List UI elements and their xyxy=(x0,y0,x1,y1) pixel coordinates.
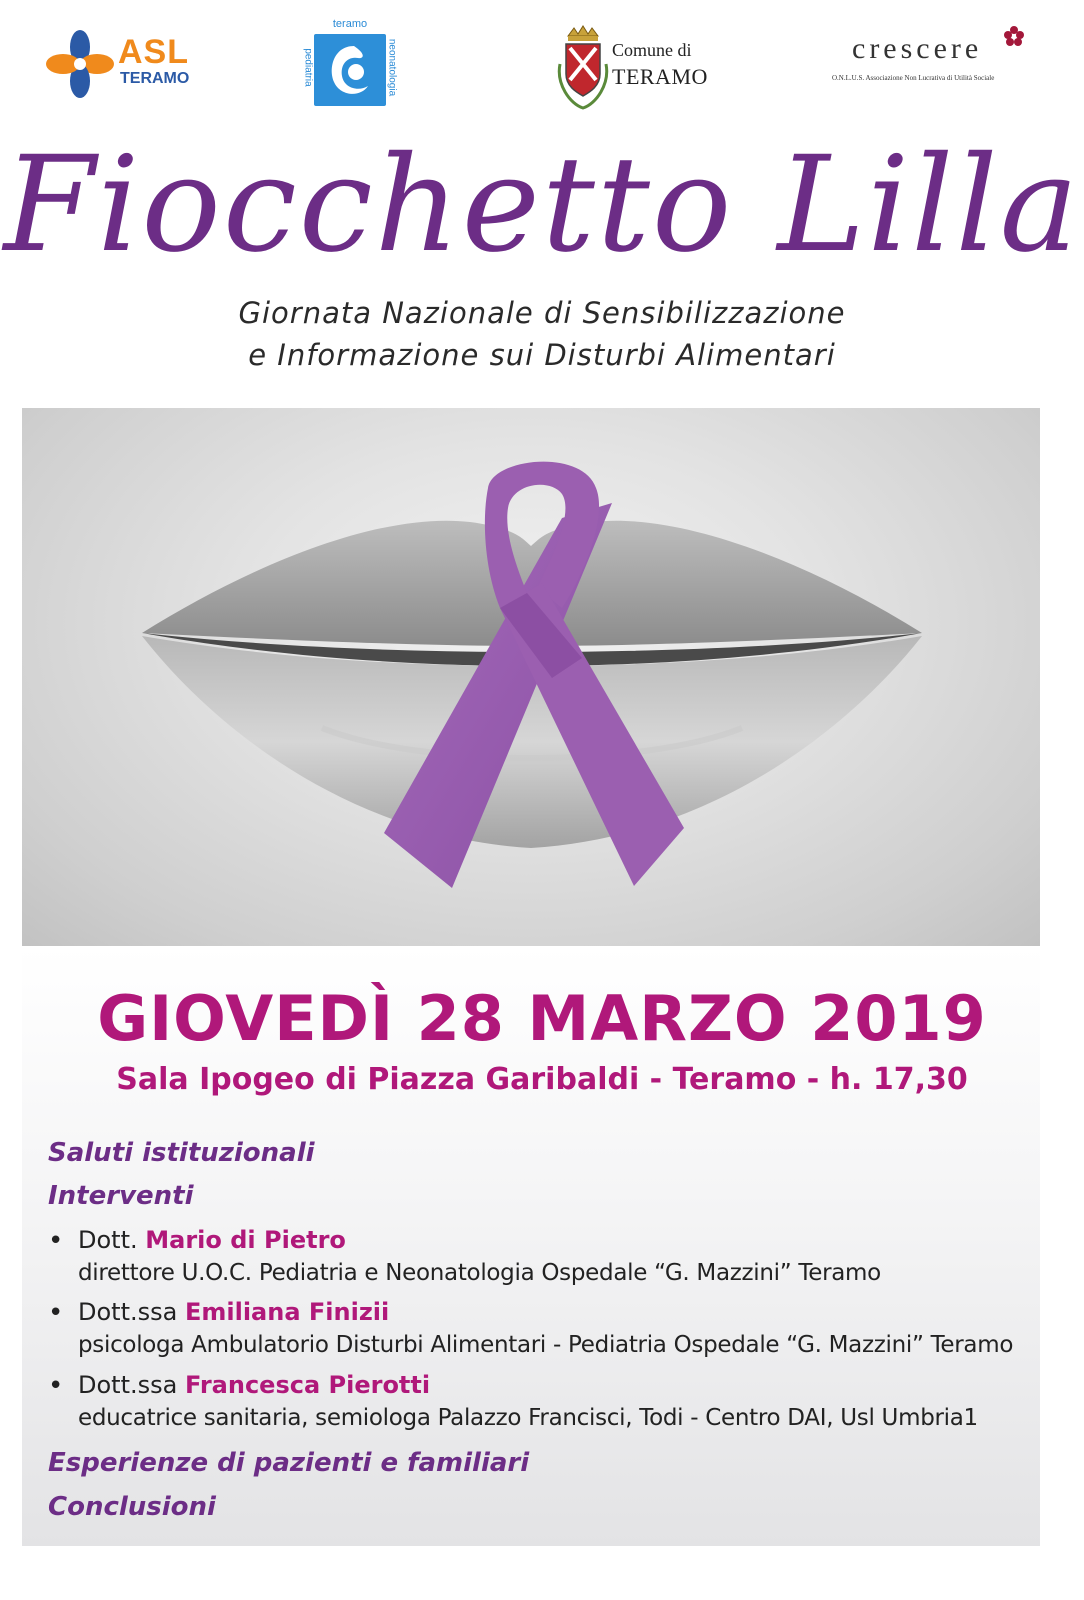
asl-city: TERAMO xyxy=(120,70,190,87)
speaker-name: Emiliana Finizii xyxy=(184,1298,390,1326)
subtitle-line-1: Giornata Nazionale di Sensibilizzazione xyxy=(238,296,846,330)
bullet: • xyxy=(48,1371,64,1401)
section-esperienze: Esperienze di pazienti e familiari xyxy=(48,1448,530,1478)
pediatria-logo-right-text: neonatologia xyxy=(386,38,398,97)
page-title: Fiocchetto Lilla xyxy=(3,128,1081,282)
event-place-time: Sala Ipogeo di Piazza Garibaldi - Teramo - h. 17,30 xyxy=(116,1062,968,1097)
bullet: • xyxy=(48,1298,64,1328)
speaker-role: direttore U.O.C. Pediatria e Neonatologia Ospedale “G. Mazzini” Teramo xyxy=(78,1260,881,1286)
speaker-role: educatrice sanitaria, semiologa Palazzo Francisci, Todi - Centro DAI, Usl Umbria1 xyxy=(78,1405,978,1431)
asl-teramo-logo xyxy=(44,28,204,104)
flower-icon xyxy=(1002,24,1026,48)
speaker-name: Mario di Pietro xyxy=(145,1226,346,1254)
speaker-title: Dott.ssa xyxy=(78,1298,185,1326)
crescere-name: crescere xyxy=(852,32,983,65)
comune-city: TERAMO xyxy=(612,64,708,89)
comune-label: Comune di xyxy=(612,40,692,60)
pediatria-logo-top-text: teramo xyxy=(332,18,368,30)
speaker-title-name xyxy=(78,1226,346,1254)
coat-of-arms-icon xyxy=(556,24,610,112)
lips-with-lilac-ribbon-image xyxy=(22,408,1040,946)
speaker-name: Francesca Pierotti xyxy=(184,1371,431,1399)
speaker-title: Dott. xyxy=(78,1226,146,1254)
asl-pinwheel-icon xyxy=(44,28,116,100)
section-saluti: Saluti istituzionali xyxy=(48,1138,315,1168)
lips-ribbon-photo xyxy=(22,408,1040,946)
speaker-title-name xyxy=(78,1298,389,1326)
comune-teramo-logo xyxy=(556,24,726,112)
mother-child-icon xyxy=(314,34,386,106)
speaker-role: psicologa Ambulatorio Disturbi Alimentari - Pediatria Ospedale “G. Mazzini” Teramo xyxy=(78,1332,1014,1358)
section-interventi: Interventi xyxy=(48,1181,194,1211)
speaker-title: Dott.ssa xyxy=(78,1371,185,1399)
bullet: • xyxy=(48,1226,64,1256)
event-date: GIOVEDÌ 28 MARZO 2019 xyxy=(97,982,987,1055)
pediatria-neonatologia-logo xyxy=(298,18,402,110)
pediatria-logo-box xyxy=(314,34,386,106)
crescere-onlus-logo xyxy=(832,24,1032,94)
asl-name: ASL xyxy=(118,33,189,71)
crescere-tagline: O.N.L.U.S. Associazione Non Lucrativa di Utilità Sociale xyxy=(832,74,995,82)
pediatria-logo-left-text: pediatria xyxy=(302,48,314,87)
speaker-title-name xyxy=(78,1371,430,1399)
section-conclusioni: Conclusioni xyxy=(48,1492,216,1522)
subtitle-line-2: e Informazione sui Disturbi Alimentari xyxy=(248,338,836,372)
